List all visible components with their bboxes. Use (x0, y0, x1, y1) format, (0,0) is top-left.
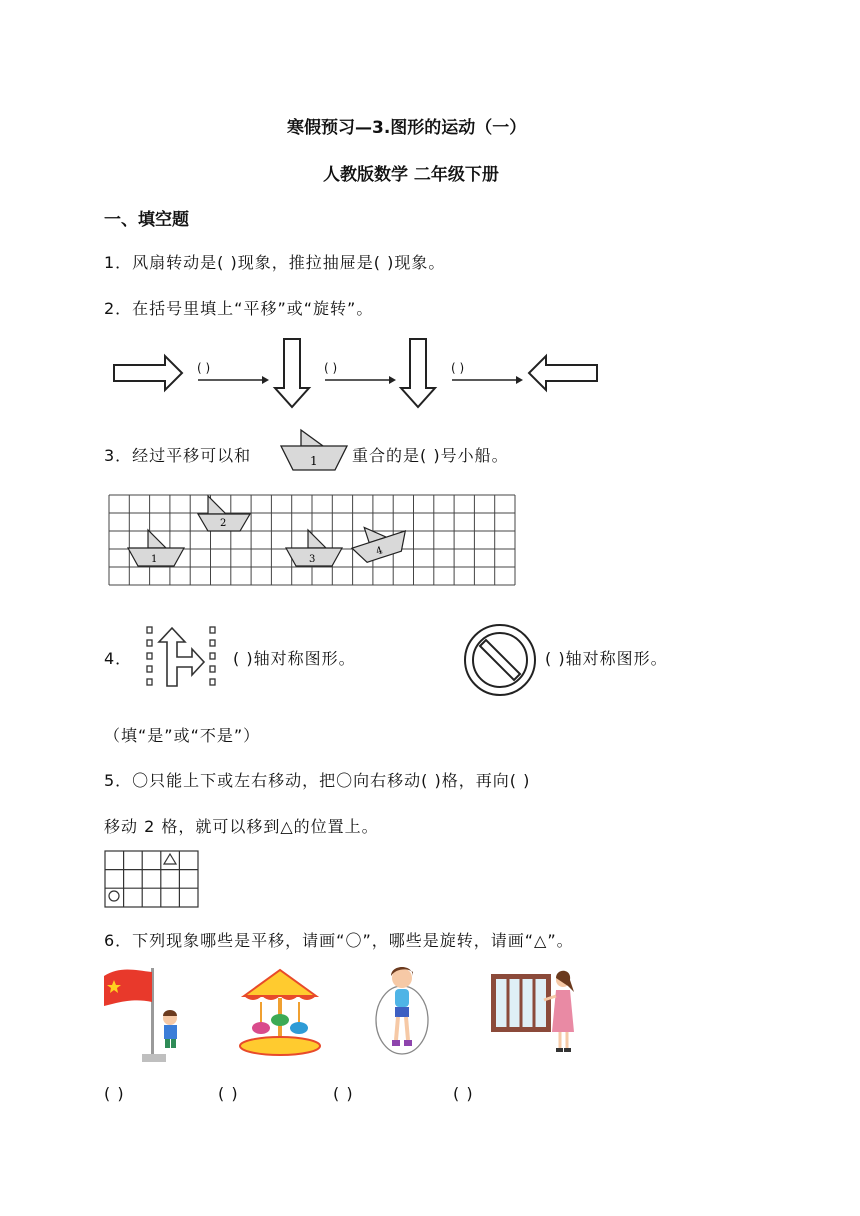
q2-blank-3[interactable]: ( ) (451, 361, 465, 375)
svg-text:4: 4 (374, 545, 385, 558)
question-3-suffix: 重合的是( )号小船。 (352, 446, 509, 465)
q4-note: （填“是”或“不是”） (104, 726, 261, 745)
flag-raising-picture (100, 958, 200, 1068)
q6-answer-3[interactable]: ( ) (333, 1084, 354, 1103)
svg-text:1: 1 (151, 554, 158, 565)
q6-answer-4[interactable]: ( ) (453, 1084, 474, 1103)
traffic-sign-icon (144, 624, 224, 694)
question-5-line-2: 移动 2 格，就可以移到△的位置上。 (104, 817, 379, 836)
svg-text:3: 3 (309, 554, 316, 565)
q2-arrow-sequence (0, 330, 860, 420)
carousel-picture (236, 962, 326, 1062)
q6-answer-2[interactable]: ( ) (218, 1084, 239, 1103)
reference-boat-number: 1 (310, 454, 318, 468)
question-6: 6．下列现象哪些是平移，请画“〇”，哪些是旋转，请画“△”。 (104, 931, 574, 950)
no-entry-sign-icon (463, 623, 543, 703)
q4-blank-2[interactable]: ( )轴对称图形。 (545, 649, 668, 668)
q6-answer-1[interactable]: ( ) (104, 1084, 125, 1103)
boat-4 (347, 516, 411, 566)
q5-grid (104, 850, 204, 912)
question-1: 1．风扇转动是( )现象，推拉抽屉是( )现象。 (104, 253, 446, 272)
q4-blank-1[interactable]: ( )轴对称图形。 (233, 649, 356, 668)
boat-1 (128, 530, 184, 566)
page-title: 寒假预习—3.图形的运动（一） (287, 118, 527, 138)
right-arrow-icon (114, 356, 182, 390)
boat-3 (286, 530, 342, 566)
reference-boat-icon (279, 426, 349, 472)
window-picture (488, 962, 588, 1062)
down-arrow-icon-2 (401, 339, 435, 407)
left-arrow-icon (529, 356, 597, 390)
triangle-icon (164, 854, 176, 864)
q2-blank-1[interactable]: ( ) (197, 361, 211, 375)
boat-2 (198, 496, 250, 531)
boat-grid (108, 494, 528, 594)
jump-rope-picture (370, 962, 440, 1062)
section-heading: 一、填空题 (104, 210, 189, 230)
question-3-prefix: 3．经过平移可以和 (104, 446, 252, 465)
q2-blank-2[interactable]: ( ) (324, 361, 338, 375)
page-subtitle: 人教版数学 二年级下册 (323, 165, 499, 185)
down-arrow-icon-1 (275, 339, 309, 407)
circle-icon (109, 891, 119, 901)
question-4-label: 4． (104, 649, 133, 668)
question-5-line-1: 5．〇只能上下或左右移动，把〇向右移动( )格，再向( ) (104, 771, 531, 790)
question-2: 2．在括号里填上“平移”或“旋转”。 (104, 299, 374, 318)
svg-text:2: 2 (220, 518, 227, 529)
